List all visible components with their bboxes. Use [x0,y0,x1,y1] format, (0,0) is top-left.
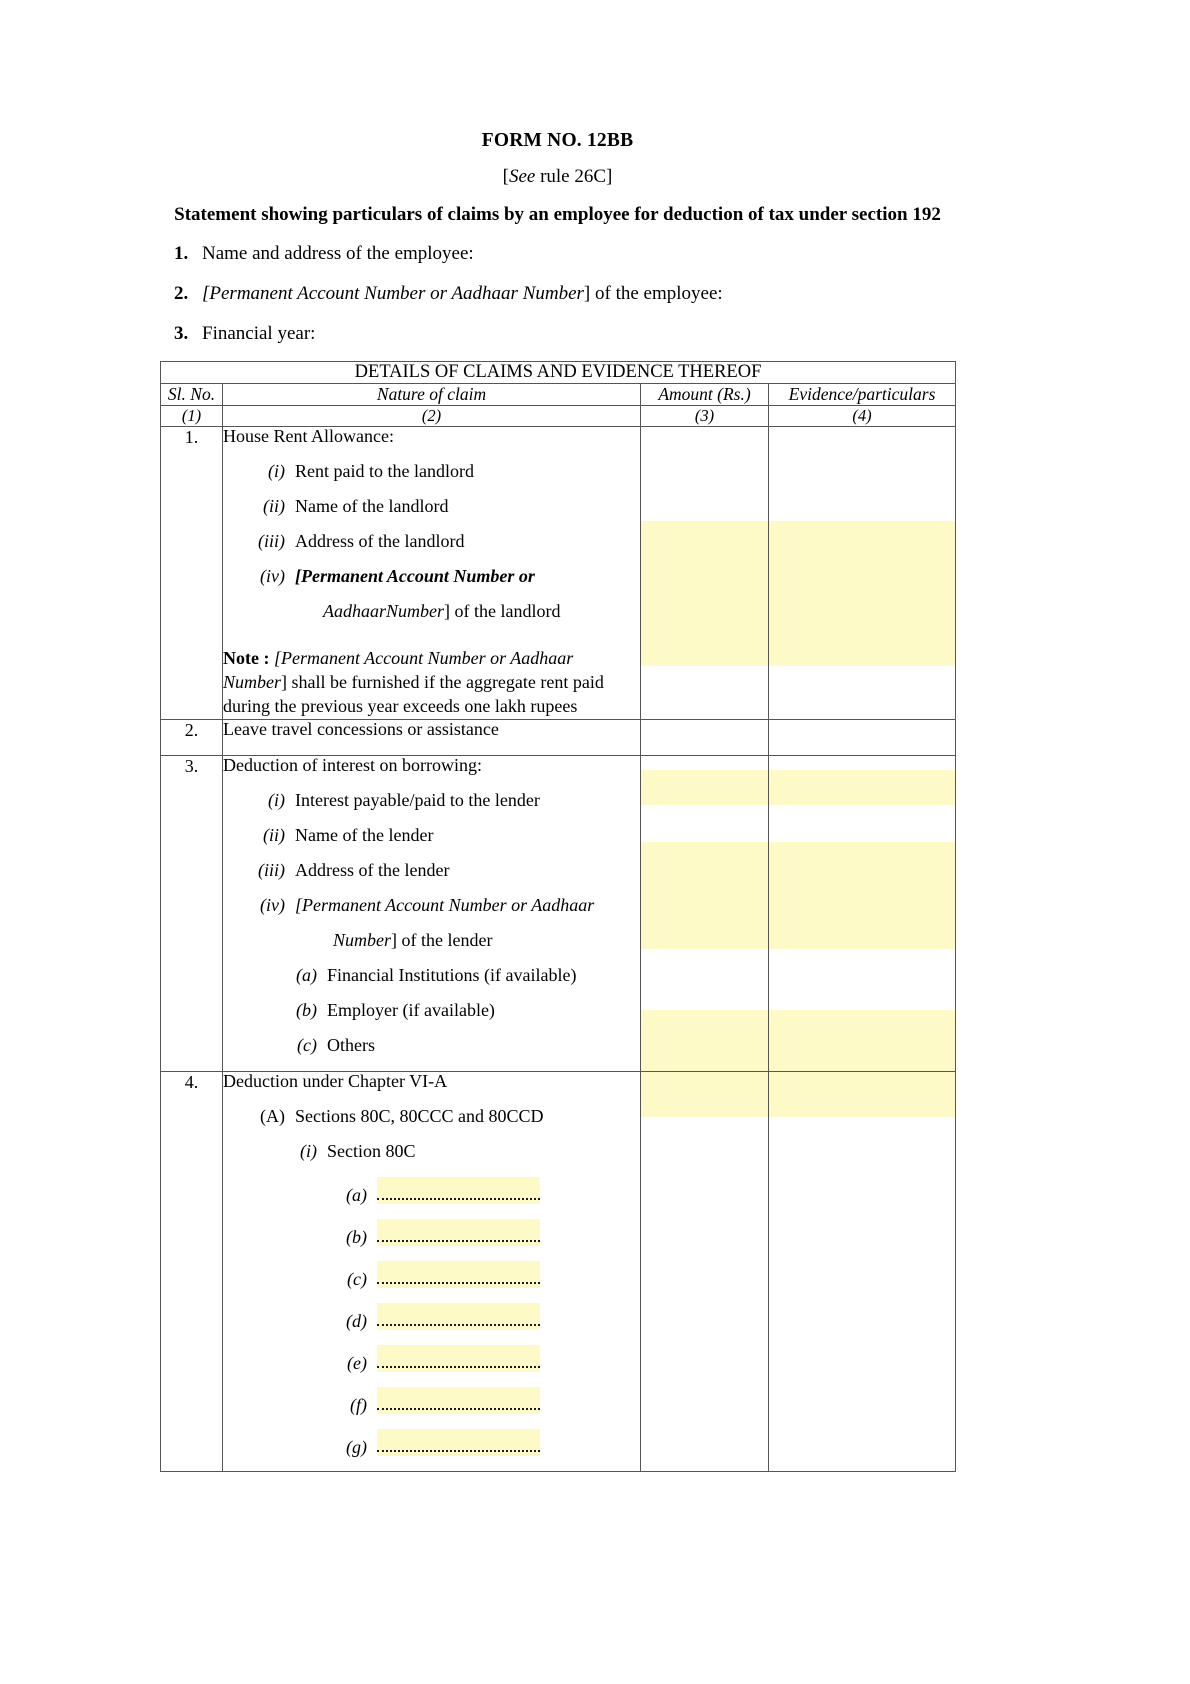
row-title: Leave travel concessions or assistance [223,718,499,739]
row-title: House Rent Allowance: [223,426,394,447]
blank-entry-marker: (b) [346,1226,367,1247]
row-amount-cell[interactable] [641,755,769,1071]
row-sl-no: 3. [161,755,223,1071]
claims-table [160,361,956,1471]
blank-entry-field[interactable] [377,1261,540,1288]
list-item-pan [160,282,955,306]
blank-entry-e[interactable] [223,1345,640,1387]
subitem-label-italic: [Permanent Account Number or Aadhaar [295,894,595,915]
row-nature-cell [223,755,641,1071]
subitem-label-tail: ] of the lender [391,929,493,950]
section-marker: (i) [300,1140,317,1161]
blank-entry-marker: (f) [350,1394,367,1415]
item-number: 1. [174,243,189,264]
section-a-i [223,1142,640,1177]
row-title: Deduction under Chapter VI-A [223,1070,448,1091]
list-item-financial-year [160,322,955,346]
table-row [161,427,956,719]
subitem-lender-pan [223,896,640,931]
subitem-marker: (iii) [258,531,285,552]
table-row [161,755,956,1071]
blank-entry-d[interactable] [223,1303,640,1345]
header-nature-of-claim: Nature of claim [223,384,641,406]
section-a [223,1107,640,1142]
header-evidence: Evidence/particulars [769,384,956,406]
row-note [223,637,640,718]
rule-number: rule 26C] [535,166,613,187]
rule-see-word: See [508,166,536,187]
subitem-marker: (ii) [263,496,285,517]
subitem-label-tail: ] of the landlord [444,601,561,622]
subitem-rent-paid [223,462,640,497]
row-amount-cell[interactable] [641,1071,769,1471]
subitem-marker: (iv) [260,566,285,587]
subitem-marker: (iv) [260,894,285,915]
subsubitem-marker: (a) [296,964,317,985]
blank-entry-marker: (e) [347,1352,367,1373]
subitem-landlord-pan-cont [223,602,640,637]
table-banner-row [161,362,956,384]
subitem-marker: (iii) [258,859,285,880]
section-marker: (A) [260,1105,285,1126]
blank-entry-field[interactable] [377,1219,540,1246]
blank-entry-b[interactable] [223,1219,640,1261]
colnum-1: (1) [161,406,223,427]
colnum-2: (2) [223,406,641,427]
subsubitem-marker: (c) [297,1034,317,1055]
row-amount-cell[interactable] [641,719,769,755]
subitem-label: Address of the lender [295,859,450,880]
item-number: 3. [174,322,189,344]
subitem-label-italic: [Permanent Account Number or [295,566,535,587]
rule-bracket-open: [ [502,166,509,187]
row-evidence-cell[interactable] [769,755,956,1071]
subitem-marker: (ii) [263,824,285,845]
blank-entry-g[interactable] [223,1429,640,1471]
colnum-4: (4) [769,406,956,427]
subitem-landlord-address [223,532,640,567]
row-sl-no: 4. [161,1071,223,1471]
subitem-label: Address of the landlord [295,531,465,552]
subitem-label: Name of the lender [295,824,434,845]
item-text: Name and address of the employee: [202,243,474,264]
item-number: 2. [174,282,189,304]
subsubitem-label: Financial Institutions (if available) [327,964,577,985]
row-title: Deduction of interest on borrowing: [223,754,482,775]
blank-entry-f[interactable] [223,1387,640,1429]
blank-entry-marker: (a) [346,1184,367,1205]
blank-entry-a[interactable] [223,1177,640,1219]
employee-particulars-list [160,242,955,345]
row-nature-cell [223,1071,641,1471]
subsubitem-marker: (b) [296,999,317,1020]
subsubitem-others [223,1036,640,1071]
header-amount: Amount (Rs.) [641,384,769,406]
header-sl-no: Sl. No. [161,384,223,406]
blank-entry-field[interactable] [377,1345,540,1372]
blank-entry-marker: (c) [347,1268,367,1289]
subsubitem-financial-institutions [223,966,640,1001]
statement-heading: Statement showing particulars of claims by an employee for deduction of tax under section 192 [174,204,941,225]
subitem-label-italic2: Number [333,929,391,950]
list-item-name-address [160,242,955,266]
row-evidence-cell[interactable] [769,719,956,755]
form-title: FORM NO. 12BB [481,130,634,151]
subitem-label: Rent paid to the landlord [295,461,474,482]
rule-reference [160,166,955,188]
subsubitem-employer [223,1001,640,1036]
row-nature-cell [223,719,641,755]
page-content [160,130,955,1472]
subitem-landlord-name [223,497,640,532]
row-sl-no: 1. [161,427,223,719]
colnum-3: (3) [641,406,769,427]
table-row [161,1071,956,1471]
blank-entry-c[interactable] [223,1261,640,1303]
table-banner: DETAILS OF CLAIMS AND EVIDENCE THEREOF [161,362,956,384]
subitem-marker: (i) [268,789,285,810]
subitem-marker: (i) [268,461,285,482]
subitem-label: Name of the landlord [295,496,449,517]
subitem-landlord-pan [223,567,640,602]
section-label: Section 80C [327,1140,416,1161]
subitem-label: Interest payable/paid to the lender [295,789,540,810]
blank-entry-field[interactable] [377,1177,540,1204]
blank-entry-marker: (d) [346,1310,367,1331]
table-colnumber-row [161,406,956,427]
item-text-italic: [Permanent Account Number or Aadhaar Number [202,282,584,304]
blank-entry-field[interactable] [377,1387,540,1414]
subitem-lender-name [223,826,640,861]
row-sl-no: 2. [161,719,223,755]
item-text: Financial year: [202,322,316,344]
blank-entry-field[interactable] [377,1429,540,1456]
table-header-row [161,384,956,406]
row-evidence-cell[interactable] [769,427,956,719]
subitem-interest-paid [223,791,640,826]
row-nature-cell [223,427,641,719]
item-text-tail: ] of the employee: [583,282,723,304]
blank-entry-marker: (g) [346,1436,367,1457]
row-amount-cell[interactable] [641,427,769,719]
subsubitem-label: Employer (if available) [327,999,495,1020]
section-label: Sections 80C, 80CCC and 80CCD [295,1105,544,1126]
row-evidence-cell[interactable] [769,1071,956,1471]
table-row [161,719,956,755]
claims-table-wrapper [160,361,955,1471]
note-label: Note : [223,648,270,669]
subsubitem-label: Others [327,1034,375,1055]
subitem-lender-address [223,861,640,896]
note-tail: ] shall be furnished if the aggregate rent paid during the previous year exceeds one lakh rupees [223,672,604,716]
blank-entry-field[interactable] [377,1303,540,1330]
subitem-lender-pan-cont [223,931,640,966]
note-italic: [Permanent Account Number or Aadhaar Number [223,648,574,692]
subitem-label-italic2: AadhaarNumber [323,601,444,622]
